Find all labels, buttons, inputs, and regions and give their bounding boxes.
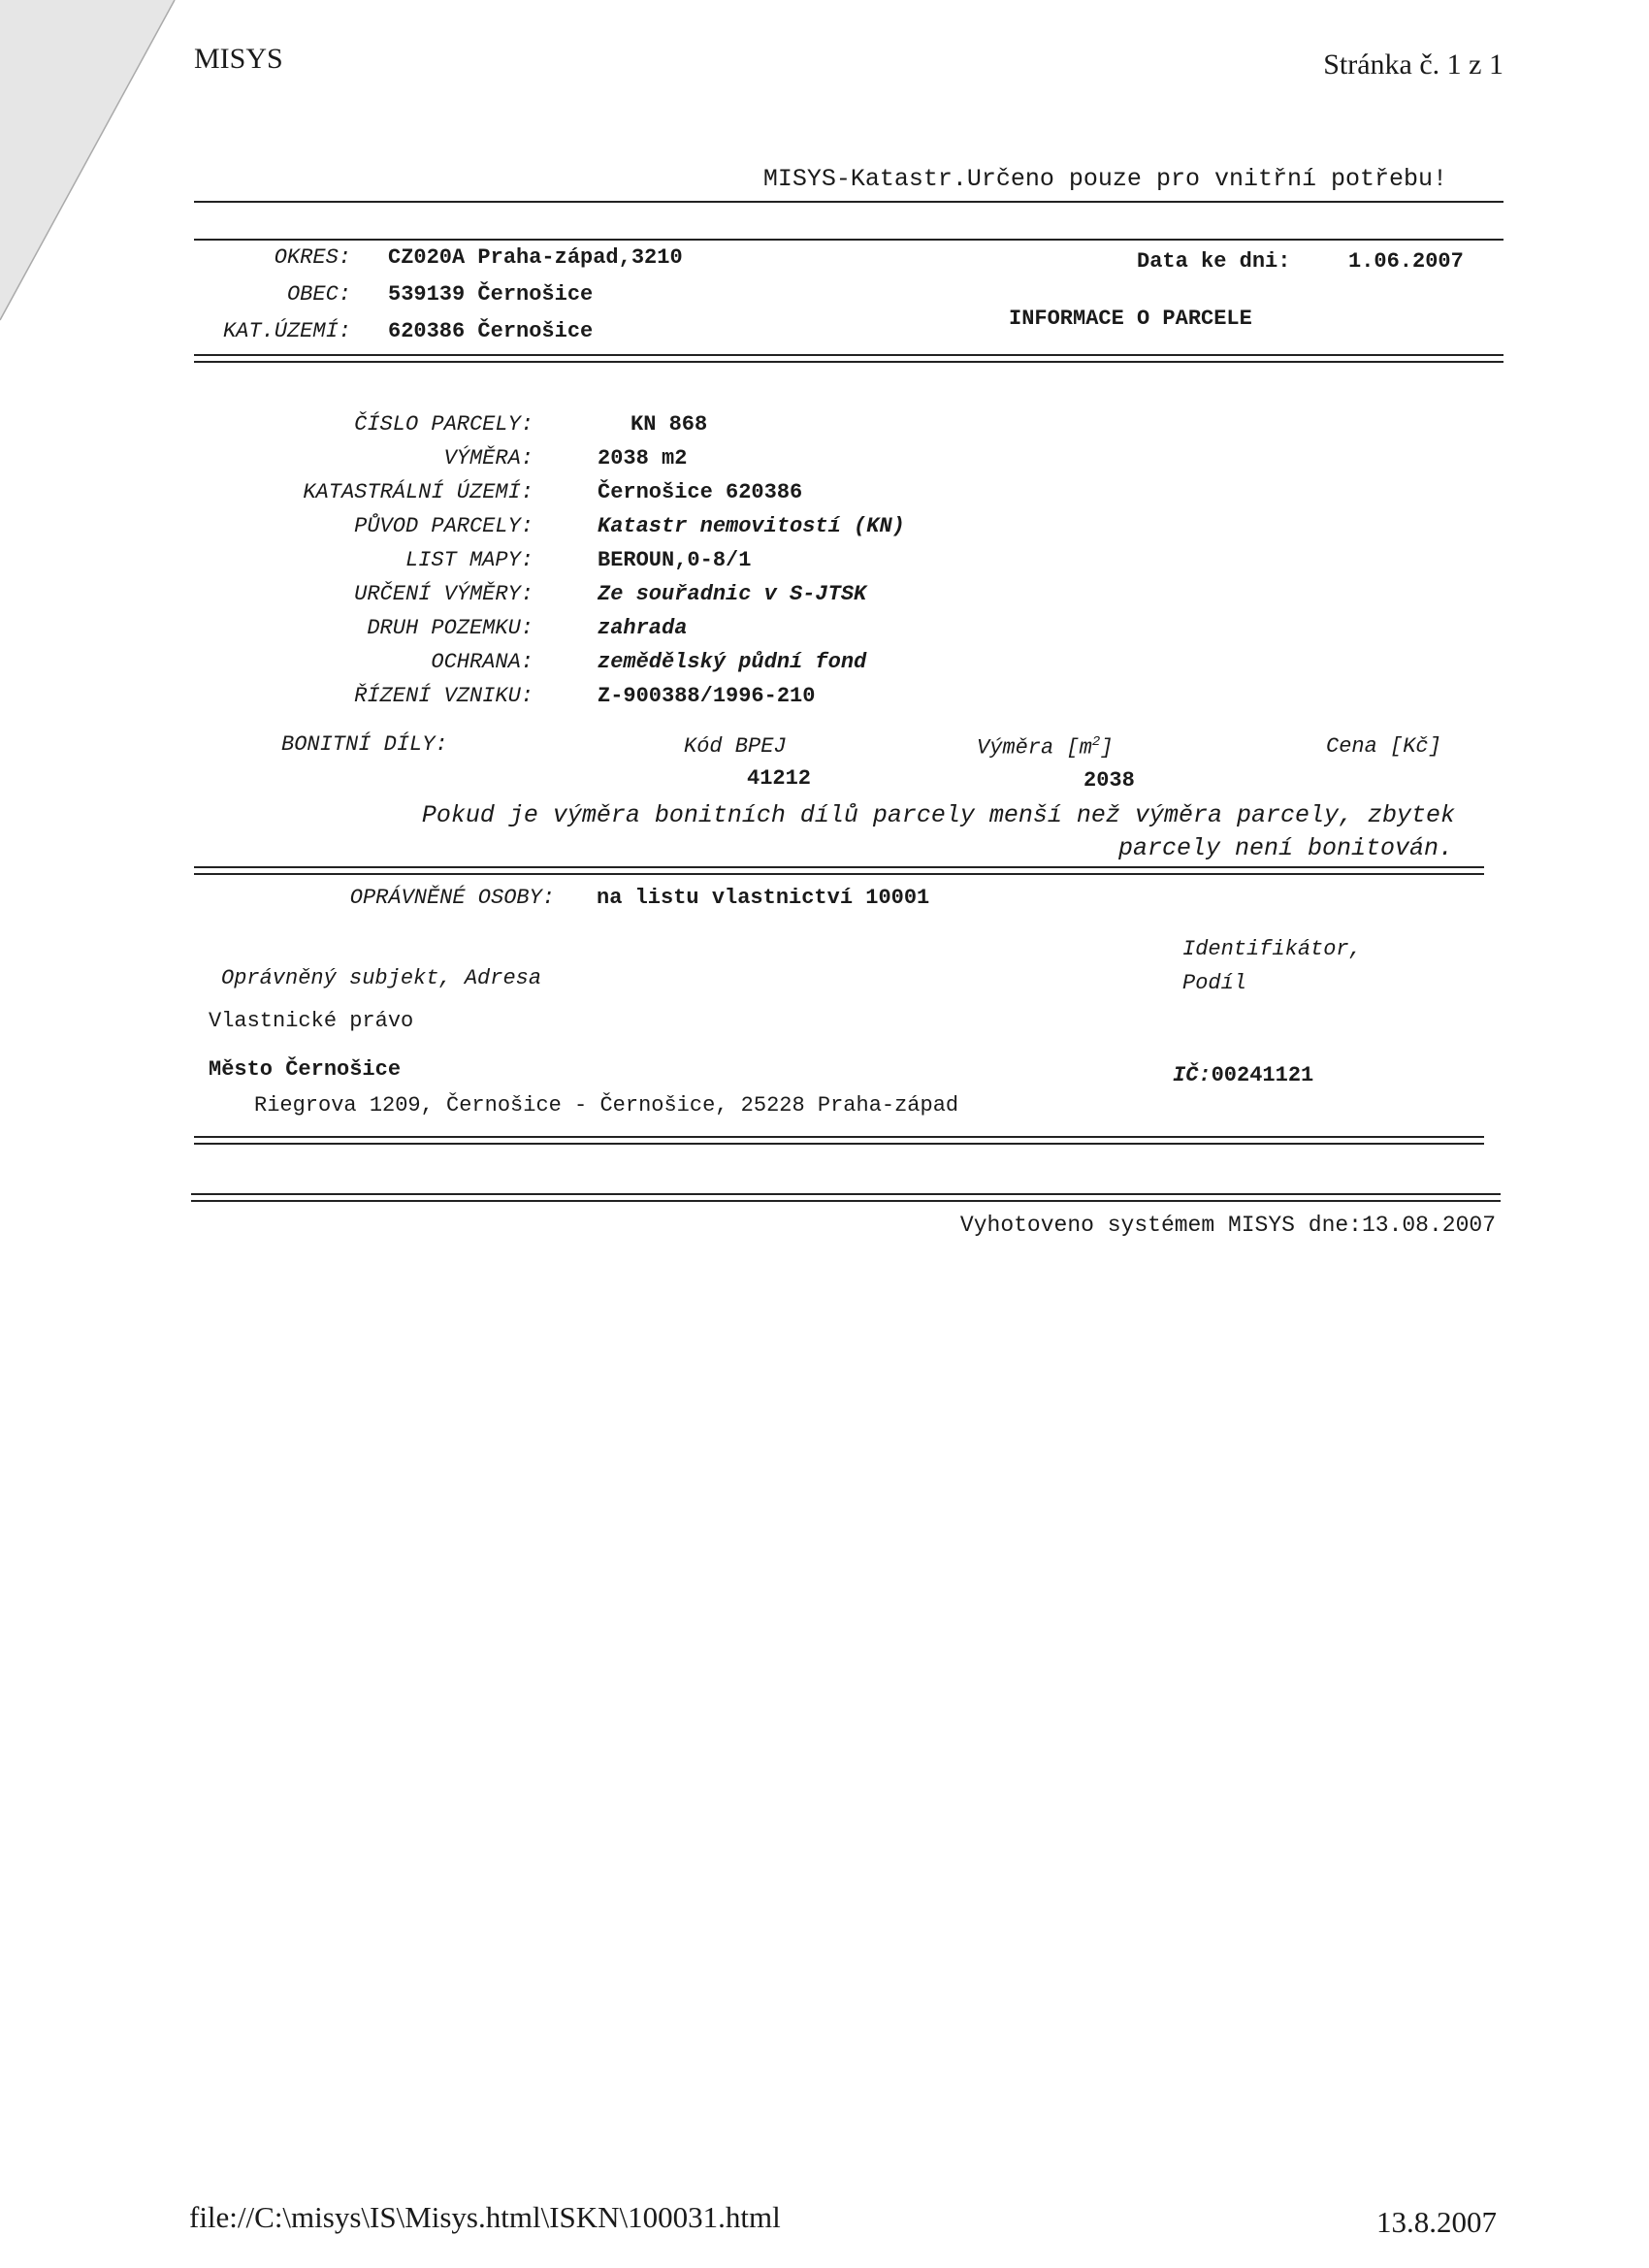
date-label: Data ke dni: — [1137, 249, 1291, 274]
bpej-column-header: Kód BPEJ — [684, 734, 787, 759]
cena-column-header: Cena [Kč] — [1326, 734, 1441, 759]
obec-value: 539139 Černošice — [388, 282, 594, 307]
cadastral-area-label: KATASTRÁLNÍ ÚZEMÍ: — [303, 480, 534, 504]
file-path: file://C:\misys\IS\Misys.html\ISKN\100031.html — [189, 2200, 781, 2234]
origin-proceeding-label: ŘÍZENÍ VZNIKU: — [354, 684, 534, 708]
cadastral-area-value: Černošice 620386 — [598, 480, 803, 504]
header-rule — [194, 201, 1504, 203]
area-label: VÝMĚRA: — [443, 446, 534, 470]
map-sheet-label: LIST MAPY: — [404, 548, 534, 572]
owner-ic: IČ:00241121 — [1173, 1063, 1314, 1087]
owners-top-rule-1 — [194, 866, 1484, 868]
owners-bottom-rule-1 — [194, 1136, 1484, 1138]
origin-proceeding-value: Z-900388/1996-210 — [598, 684, 816, 708]
bonitni-label: BONITNÍ DÍLY: — [281, 732, 448, 757]
subject-address-header: Oprávněný subjekt, Adresa — [221, 966, 542, 990]
owners-top-rule-2 — [194, 873, 1484, 875]
folded-corner — [0, 0, 194, 330]
vymera-column-header: Výměra $[m^2]$ — [977, 734, 1114, 761]
ownership-right-type: Vlastnické právo — [209, 1009, 414, 1033]
identifier-header-line1: Identifikátor, — [1182, 937, 1362, 961]
page-indicator: Stránka č. 1 z 1 — [1323, 49, 1504, 81]
location-top-rule — [194, 239, 1504, 241]
parcel-number-label: ČÍSLO PARCELY: — [354, 412, 534, 437]
bpej-value: 41212 — [747, 766, 812, 791]
okres-label: OKRES: — [274, 245, 351, 270]
owners-bottom-rule-2 — [194, 1143, 1484, 1145]
print-date: 13.8.2007 — [1376, 2205, 1497, 2239]
land-type-label: DRUH POZEMKU: — [367, 616, 534, 640]
kat-uzemi-label: KAT.ÚZEMÍ: — [222, 319, 351, 343]
area-determination-label: URČENÍ VÝMĚRY: — [354, 582, 534, 606]
date-value: 1.06.2007 — [1348, 249, 1464, 274]
owner-address: Riegrova 1209, Černošice - Černošice, 25228 Praha-západ — [254, 1093, 959, 1118]
area-value: 2038 m2 — [598, 446, 688, 470]
identifier-header-line2: Podíl — [1182, 971, 1247, 995]
footer-rule-2 — [191, 1200, 1501, 1202]
authorized-persons-label: OPRÁVNĚNÉ OSOBY: — [349, 886, 555, 910]
okres-value: CZ020A Praha-západ,3210 — [388, 245, 683, 270]
protection-label: OCHRANA: — [431, 650, 534, 674]
map-sheet-value: BEROUN,0-8/1 — [598, 548, 752, 572]
internal-use-notice: MISYS-Katastr.Určeno pouze pro vnitřní potřebu! — [762, 165, 1447, 193]
location-bottom-rule-1 — [194, 354, 1504, 356]
footer-rule-1 — [191, 1193, 1501, 1195]
bonitace-note-line1: Pokud je výměra bonitních dílů parcely menší než výměra parcely, zbytek — [421, 801, 1455, 829]
location-bottom-rule-2 — [194, 361, 1504, 363]
protection-value: zemědělský půdní fond — [598, 650, 867, 674]
kat-uzemi-value: 620386 Černošice — [388, 319, 594, 343]
owner-name: Město Černošice — [209, 1057, 402, 1082]
parcel-origin-label: PŮVOD PARCELY: — [354, 514, 534, 538]
bonitace-note-line2: parcely není bonitován. — [1117, 834, 1453, 862]
authorized-persons-value: na listu vlastnictví 10001 — [597, 886, 930, 910]
land-type-value: zahrada — [598, 616, 688, 640]
parcel-origin-value: Katastr nemovitostí (KN) — [598, 514, 905, 538]
bpej-area-value: 2038 — [1083, 768, 1135, 793]
obec-label: OBEC: — [286, 282, 351, 307]
generated-by-misys: Vyhotoveno systémem MISYS dne:13.08.2007 — [959, 1213, 1496, 1238]
area-determination-value: Ze souřadnic v S-JTSK — [598, 582, 867, 606]
document-title: INFORMACE O PARCELE — [1009, 307, 1252, 331]
parcel-number-value: KN 868 — [630, 412, 708, 437]
app-name: MISYS — [194, 43, 283, 75]
